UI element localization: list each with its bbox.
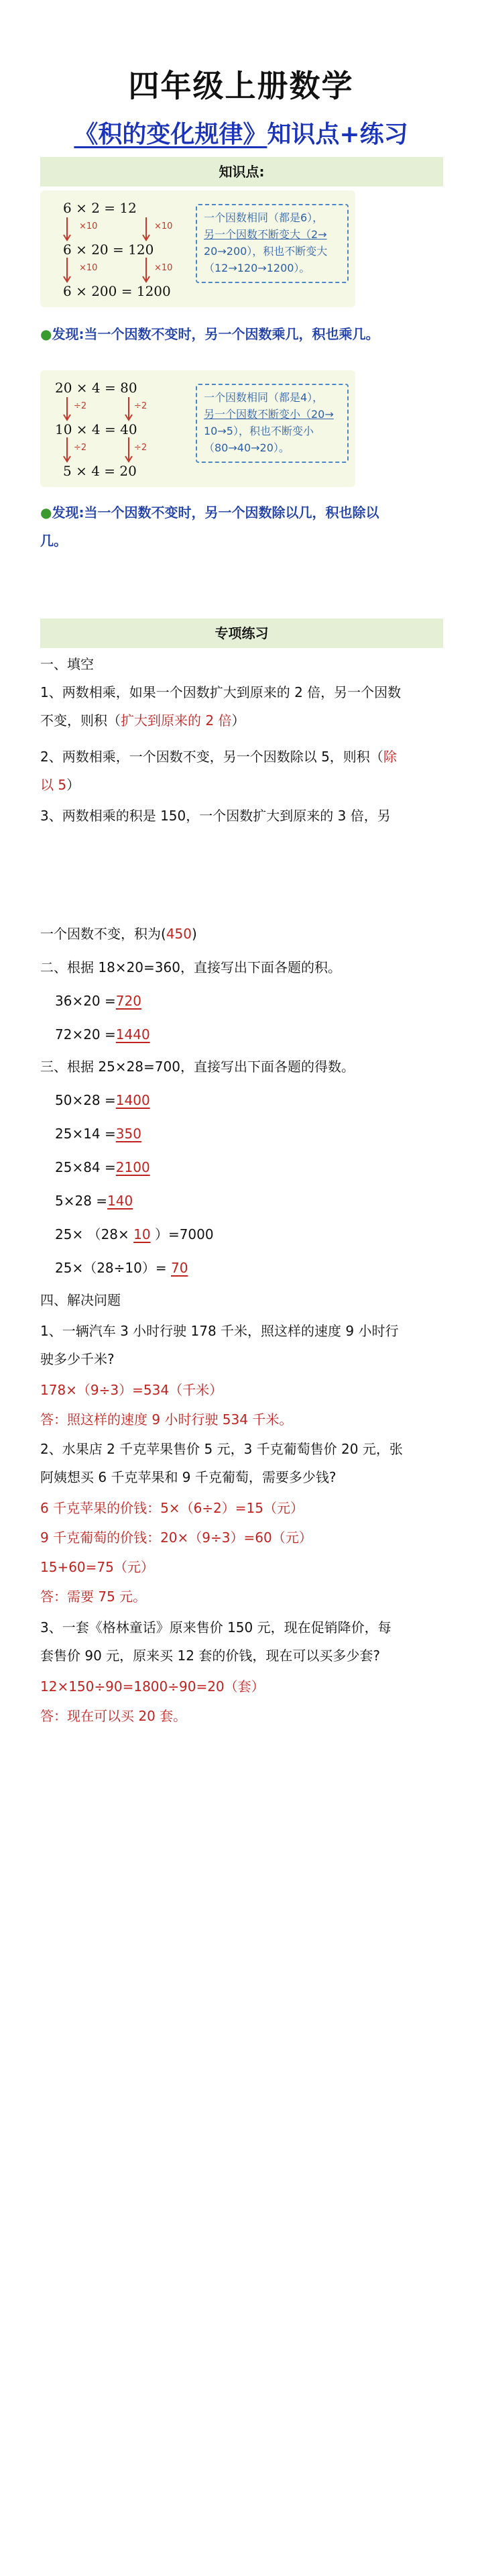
s3-item-answer: 10 — [133, 1226, 151, 1242]
page-title: 四年级上册数学 — [128, 68, 354, 104]
s3-item-answer: 350 — [115, 1126, 141, 1142]
figure1-anno1: ×10 — [79, 221, 98, 231]
figure1-anno2: ×10 — [154, 221, 173, 231]
p3-line2: 套售价 90 元，原来买 12 套的价钱，现在可以买多少套? — [40, 1648, 380, 1664]
discover-2-cont: 几。 — [40, 533, 67, 549]
figure2-note-box — [196, 384, 349, 463]
q3-suffix: ) — [192, 926, 197, 942]
figure1-note-box — [196, 204, 349, 283]
s3-item — [40, 1120, 461, 1147]
figure1-box-line4: （12→120→1200）。 — [204, 262, 310, 274]
q1-line2 — [40, 707, 446, 734]
s3-item-question: 25×14 = — [55, 1126, 116, 1142]
q3-answer: 450 — [166, 926, 192, 942]
subtitle-book-name: 《积的变化规律》 — [74, 121, 267, 148]
figure1-box-line3: 20→200），积也不断变大 — [204, 245, 328, 258]
bullet-icon: ● — [40, 326, 52, 342]
q2-answer-part2: 以 5 — [40, 777, 67, 793]
section3-heading: 三、根据 25×28=700，直接写出下面各题的得数。 — [40, 1059, 355, 1075]
p1-solution: 178×（9÷3）=534（千米） — [40, 1382, 223, 1398]
figure1-eq1: 6 × 2 = 12 — [63, 200, 137, 216]
q2-prefix: 2、两数相乘，一个因数不变，另一个因数除以 5，则积（ — [40, 749, 383, 765]
q2-line1 — [40, 743, 446, 770]
p2-solution-2: 9 千克葡萄的价钱：20×（9÷3）=60（元） — [40, 1529, 312, 1546]
figure1-anno4: ×10 — [154, 263, 173, 273]
s2-item — [40, 987, 461, 1014]
discover1-label: 发现: — [52, 326, 84, 342]
q3-prefix: 一个因数不变，积为( — [40, 926, 166, 942]
subtitle-rest: 知识点+练习 — [267, 121, 408, 148]
figure2-box-line4: （80→40→20）。 — [204, 441, 290, 454]
knowledge-figure-2 — [40, 370, 355, 487]
discover2-label: 发现: — [52, 504, 84, 521]
s3-item — [40, 1254, 461, 1281]
s3-item-answer: 140 — [107, 1193, 133, 1209]
s3-item — [40, 1087, 461, 1114]
p1-line1: 1、一辆汽车 3 小时行驶 178 千米，照这样的速度 9 小时行 — [40, 1323, 399, 1339]
p2-solution-1: 6 千克苹果的价钱：5×（6÷2）=15（元） — [40, 1500, 304, 1516]
section1-heading: 一、填空 — [40, 656, 94, 672]
figure1-eq2: 6 × 20 = 120 — [63, 241, 154, 258]
s3-item-question: 25× （28× — [55, 1226, 134, 1242]
p3-line1: 3、一套《格林童话》原来售价 150 元，现在促销降价，每 — [40, 1619, 391, 1635]
q3-line2 — [40, 920, 446, 947]
p2-line2: 阿姨想买 6 千克苹果和 9 千克葡萄，需要多少钱? — [40, 1469, 337, 1485]
s3-item — [40, 1187, 461, 1214]
p3-answer: 答：现在可以买 20 套。 — [40, 1708, 187, 1724]
figure2-anno2: ÷2 — [134, 401, 147, 411]
s3-item-answer: 2100 — [115, 1159, 150, 1175]
knowledge-bar: 知识点: — [40, 157, 443, 186]
figure2-eq1: 20 × 4 = 80 — [55, 380, 137, 396]
discover1-text: 当一个因数不变时，另一个因数乘几，积也乘几。 — [84, 326, 379, 342]
discover2-line1: 当一个因数不变时，另一个因数除以几，积也除以 — [84, 504, 379, 521]
s2-item-question: 72×20 = — [55, 1026, 116, 1042]
figure2-eq3: 5 × 4 = 20 — [63, 463, 137, 479]
q2-suffix: ） — [66, 777, 80, 793]
p2-solution-3: 15+60=75（元） — [40, 1559, 154, 1575]
p1-answer: 答：照这样的速度 9 小时行驶 534 千米。 — [40, 1411, 293, 1428]
s3-item-question: 25×84 = — [55, 1159, 116, 1175]
page-subtitle — [0, 115, 482, 150]
q1-answer: 扩大到原来的 2 倍 — [121, 712, 232, 729]
s3-item-answer: 1400 — [115, 1092, 150, 1108]
section4-heading: 四、解决问题 — [40, 1292, 121, 1308]
section2-heading: 二、根据 18×20=360，直接写出下面各题的积。 — [40, 959, 341, 975]
q1-suffix: ） — [231, 712, 245, 729]
figure1-anno3: ×10 — [79, 263, 98, 273]
discover-1 — [40, 321, 442, 347]
q1-prefix: 不变，则积（ — [40, 712, 121, 729]
figure2-box-line2: 另一个因数不断变小（20→ — [204, 408, 334, 421]
bullet-icon: ● — [40, 504, 52, 521]
s2-item — [40, 1021, 461, 1048]
s2-item-answer: 1440 — [115, 1026, 150, 1042]
figure2-box-line1: 一个因数相同（都是4）， — [204, 391, 324, 404]
s3-item-answer: 70 — [170, 1260, 188, 1276]
knowledge-figure-1 — [40, 191, 355, 307]
s3-item — [40, 1154, 461, 1181]
figure1-box-line2: 另一个因数不断变大（2→ — [204, 228, 327, 241]
figure1-eq3: 6 × 200 = 1200 — [63, 283, 171, 299]
figure2-box-line3: 10→5），积也不断变小 — [204, 425, 314, 437]
figure2-anno3: ÷2 — [74, 443, 87, 453]
p1-line2: 驶多少千米? — [40, 1351, 115, 1367]
s3-item-question: 50×28 = — [55, 1092, 116, 1108]
q2-line2 — [40, 771, 446, 798]
figure2-anno4: ÷2 — [134, 443, 147, 453]
s3-item-question: 25×（28÷10）= — [55, 1260, 171, 1276]
p3-solution: 12×150÷90=1800÷90=20（套） — [40, 1678, 265, 1695]
figure2-eq2: 10 × 4 = 40 — [55, 421, 137, 437]
p2-answer: 答：需要 75 元。 — [40, 1589, 147, 1605]
s3-item-suffix: ）=7000 — [150, 1226, 214, 1242]
s2-item-question: 36×20 = — [55, 993, 116, 1009]
practice-bar: 专项练习 — [40, 619, 443, 648]
discover-2 — [40, 499, 442, 526]
q3-line1: 3、两数相乘的积是 150，一个因数扩大到原来的 3 倍，另 — [40, 808, 391, 824]
s2-item-answer: 720 — [115, 993, 141, 1009]
s3-item — [40, 1221, 461, 1248]
s3-item-question: 5×28 = — [55, 1193, 108, 1209]
q2-answer-part1: 除 — [383, 749, 397, 765]
p2-line1: 2、水果店 2 千克苹果售价 5 元，3 千克葡萄售价 20 元，张 — [40, 1441, 403, 1457]
q1-line1: 1、两数相乘，如果一个因数扩大到原来的 2 倍，另一个因数 — [40, 684, 402, 700]
figure1-box-line1: 一个因数相同（都是6）， — [204, 211, 324, 224]
figure2-anno1: ÷2 — [74, 401, 87, 411]
